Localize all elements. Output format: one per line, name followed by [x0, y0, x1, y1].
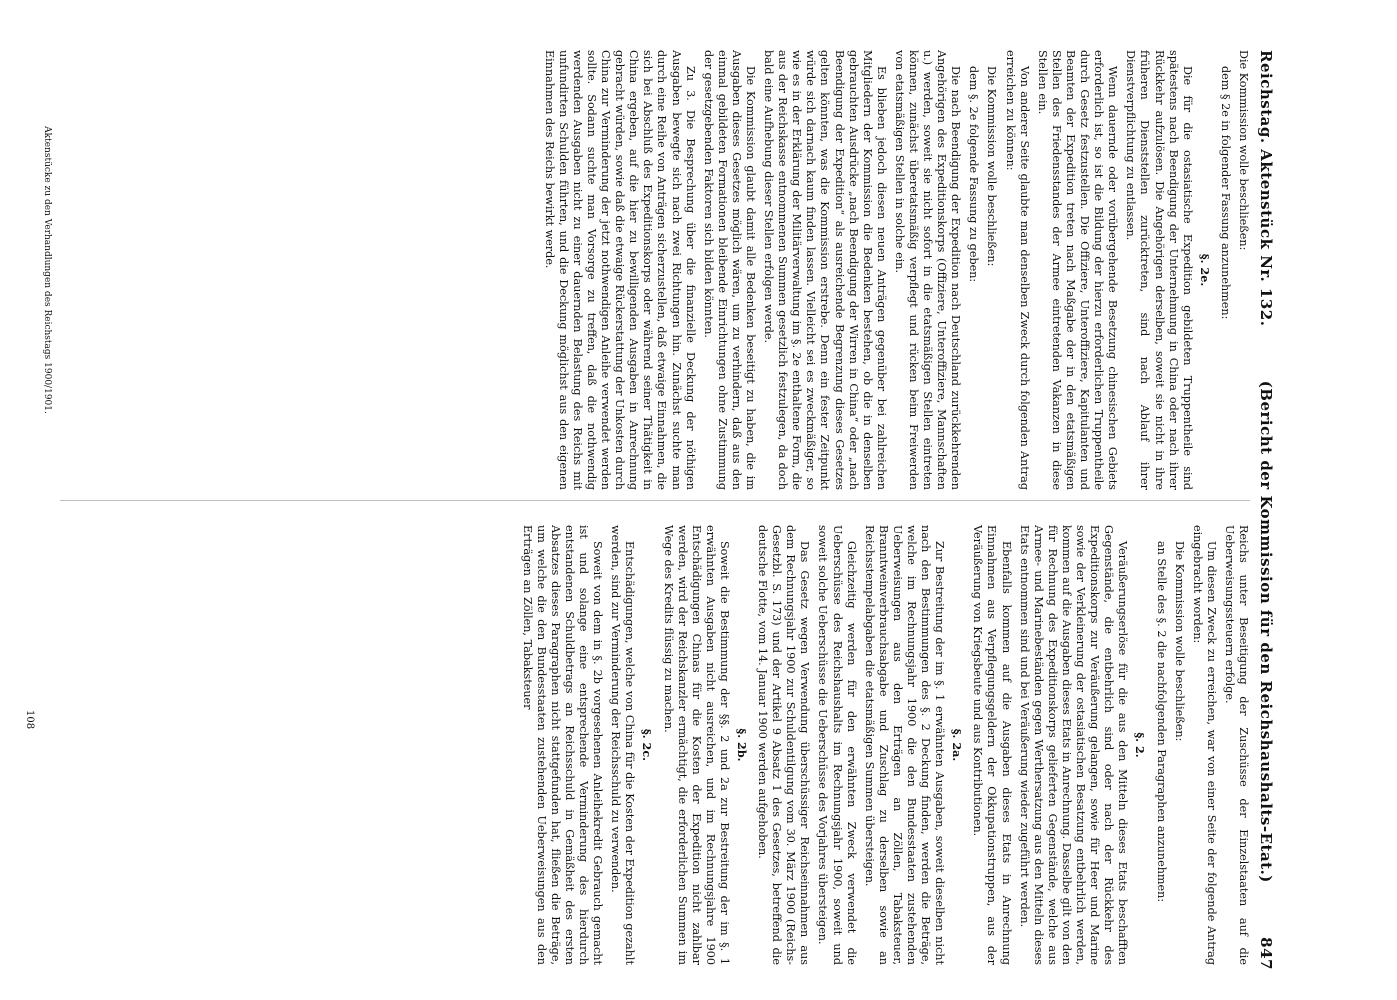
paragraph: Um diesen Zweck zu erreichen, war von einer Seite der folgende Antrag eingebracht worden: — [1190, 525, 1218, 965]
page-header — [1257, 50, 1275, 970]
right-column — [516, 525, 1250, 965]
paragraph: dem § 2e in folgender Fassung anzunehmen: — [1218, 66, 1232, 320]
section-heading: §. 2a. — [950, 728, 965, 762]
paragraph: Reichs unter Beseitigung der Zuschüsse der Einzelstaaten auf die Ueberweisungssteuern erfolge. — [1222, 525, 1250, 965]
paragraph: Das Gesetz wegen Verwendung überschüssiger Reichseinnahmen aus dem Rechnungsjahr 1900 zur Schuldentilgung vom 30. März 1900 (Reichs-Gesetzbl. S. 173) und der Artikel 9 Absatz 1 des Gesetzes, betreffend die deutsche Flotte, vom 14. Januar 1900 werden aufgehoben. — [756, 525, 812, 965]
paragraph: dem §. 2e folgende Fassung zu geben: — [967, 66, 981, 283]
left-column — [538, 50, 1250, 490]
paragraph: Soweit die Bestimmung der §§. 2 und 2a zur Bestreitung der im §. 1 erwähnten Ausgaben nicht ausreichen, und im Rechnungsjahre 1900 Entschädigungen Chinas für die Kosten der Expedition nicht zahlbar werden, wird der Reichskanzler ermächtigt, die erforderlichen Summen im Wege des Kredits flüssig zu machen. — [661, 525, 731, 965]
sheet-number: 108 — [24, 710, 35, 730]
column-divider — [60, 500, 1250, 501]
paragraph: Zur Bestreitung der im §. 1 erwähnten Ausgaben, soweit dieselben nicht nach den Bestimmungen des §. 2 Deckung finden, werden die Beträge, welche im Rechnungsjahr 1900 die den Bundesstaaten zustehenden Ueberweisungen aus den Erträgen an Zöllen, Tabaksteuer, Branntweinverbrauchsabgabe und Zuschlag zu derselben sowie an Reichsstempelabgaben die etatsmäßigen Summen übersteigen. — [862, 525, 947, 965]
paragraph: Ebenfalls kommen auf die Ausgaben dieses Etats in Anrechnung Einnahmen aus Verpflegungsgeldern der Okkupationstruppen, aus der Veräußerung von Kriegsbeute und aus Kontributionen. — [971, 525, 1013, 965]
section-heading: §. 2c. — [640, 728, 655, 762]
paragraph: Wenn dauernde oder vorübergehende Besetzung chinesischen Gebiets erforderlich ist, so ist die Bildung der hierzu erforderlichen Truppentheile durch Gesetz festzustellen. Die Offiziere, Unteroffiziere, Kapitulanten und Beamten der Expedition treten nach Maßgabe der in den etatsmäßigen Stellen des Friedensstandes der Armee eintretenden Vakanzen in diese Stellen ein. — [1035, 50, 1120, 490]
paragraph: Von anderer Seite glaubte man denselben Zweck durch folgenden Antrag erreichen zu können: — [1003, 50, 1031, 490]
paragraph: an Stelle des §. 2 die nachfolgenden Paragraphen anzunehmen: — [1154, 541, 1168, 903]
paragraph: Die Kommission wolle beschließen: — [985, 66, 999, 267]
section-heading: §. 2b. — [735, 728, 749, 762]
page-number: 847 — [1257, 937, 1275, 970]
paragraph: Gleichzeitig werden für den erwähnten Zweck verwendet die Ueberschüsse des Reichshaushalts im Rechnungsjahr 1900, soweit und soweit solche Ueberschüsse die Ueberschüsse des Vorjahres übersteigen. — [816, 525, 858, 965]
paragraph: Es blieben jedoch diesen neuen Anträgen gegenüber bei zahlreichen Mitgliedern der Kommission die Bedenken bestehen, ob die in denselben gebrauchten Ausdrücke „nach Beendigung der Wirren in China“ oder „nach Beendigung der Expedition“ als ausreichende Begrenzung dieses Gesetzes gelten könnten, was die Kommission erstrebe. Denn ein fester Zeitpunkt würde sich darnach kaum finden lassen. Vielleicht sei es zweckmäßiger, so wie es in der Erklärung der Militärverwaltung im §. 2e enthaltene Form, die aus der Reichskasse entnommenen Summen gesetzlich festzulegen, da doch bald eine Aufhebung dieser Stellen erfolgen werde. — [762, 50, 888, 490]
paragraph: Die nach Beendigung der Expedition nach Deutschland zurückkehrenden Angehörigen des Expeditionskorps (Offiziere, Unteroffiziere, Mannschaften u.) werden, soweit sie nicht sofort in die etatsmäßigen Stellen eintreten können, zunächst überetatsmäßig verpflegt und rücken beim Freiwerden von etatsmäßigen Stellen in solche ein. — [892, 50, 963, 490]
paragraph: Veräußerungserlöse für die aus den Mitteln dieses Etats beschafften Gegenstände, die entbehrlich sind oder nach der Rückkehr des Expeditionskorps zur Veräußerung gelangen, sowie für Heer und Marine sowie der Verkleinerung der ostasiatischen Besatzung entbehrlich werden, kommen auf die Ausgaben dieses Etats in Anrechnung. Dasselbe gilt von den für Rechnung des Expeditionskorps gelieferten Gegenstände, welche aus Armee- und Marinebeständen gegen Werthersatzung aus den Mitteln dieses Etats entnommen sind und bei Veräußerung wieder zugeführt werden. — [1017, 525, 1130, 965]
paragraph: Zu 3. Die Besprechung über die finanzielle Deckung der nöthigen Ausgaben bewegte sich nach zwei Richtungen hin. Zunächst suchte man durch eine Reihe von Anträgen sicherzustellen, daß etwaige Einnahmen, die sich bei Abschluß des Expeditionskorps oder während seiner Thätigkeit in China ergeben, auf die hier zu bewilligenden Ausgaben in Anrechnung gebracht würden, sowie daß die etwaige Rückerstattung der Unkosten durch China zur Verminderung der jetzt nothwendigen Anleihe verwendet werden sollte. Sodann suchte man Vorsorge zu treffen, daß die nothwendig werdenden Ausgaben nicht zu einer dauernden Belastung des Reichs mit unfundirten Schulden führten, und die Deckung möglichst aus den eigenen Einnahmen des Reichs bewirkt werde. — [542, 50, 697, 490]
paragraph: Die für die ostasiatische Expedition gebildeten Truppentheile sind spätestens nach Beendigung der Unternehmung in China oder nach ihrer Rückkehr aufzulösen. Die Angehörigen derselben, soweit sie nicht in ihre früheren Dienststellen zurücktreten, sind nach Ablauf ihrer Dienstverpflichtung zu entlassen. — [1124, 50, 1194, 490]
section-heading: §. 2. — [1133, 732, 1148, 758]
paragraph: Entschädigungen, welche von China für die Kosten der Expedition gezahlt werden, sind zur Verminderung der Reichsschuld zu verwenden. — [609, 525, 637, 965]
paragraph: Die Kommission wolle beschließen: — [1172, 541, 1186, 742]
paragraph: Die Kommission glaubt damit alle Bedenken beseitigt zu haben, die im Ausgaben dieses Gesetzes möglich wären, um zu verhindern, daß aus den einmal gebildeten Formationen bleibende Einrichtungen ohne Zustimmung der gesetzgebenden Faktoren sich bilden könnten. — [701, 50, 757, 490]
section-heading: §. 2e. — [1197, 253, 1212, 287]
header-subtitle: (Bericht der Kommission für den Reichshaushalts-Etat.) — [1257, 380, 1275, 883]
paragraph: Soweit von dem in §. 2b vorgesehenen Anleihekredit Gebrauch gemacht ist und solange eine entsprechende Verminderung des hierdurch entstandenen Schuldbetrags an Reichsschuld in Gemäßheit des ersten Absatzes dieses Paragraphen nicht stattgefunden hat, fließen die Beträge, um welche die den Bundesstaaten zustehenden Ueberweisungen aus den Erträgen an Zöllen, Tabaksteuer — [520, 525, 605, 965]
paragraph: Die Kommission wolle beschließen: — [1237, 50, 1250, 251]
header-title: Reichstag. Aktenstück Nr. 132. — [1257, 50, 1275, 327]
footnote: Aktenstücke zu den Verhandlungen des Reichstags 1900/1901. — [42, 126, 52, 414]
